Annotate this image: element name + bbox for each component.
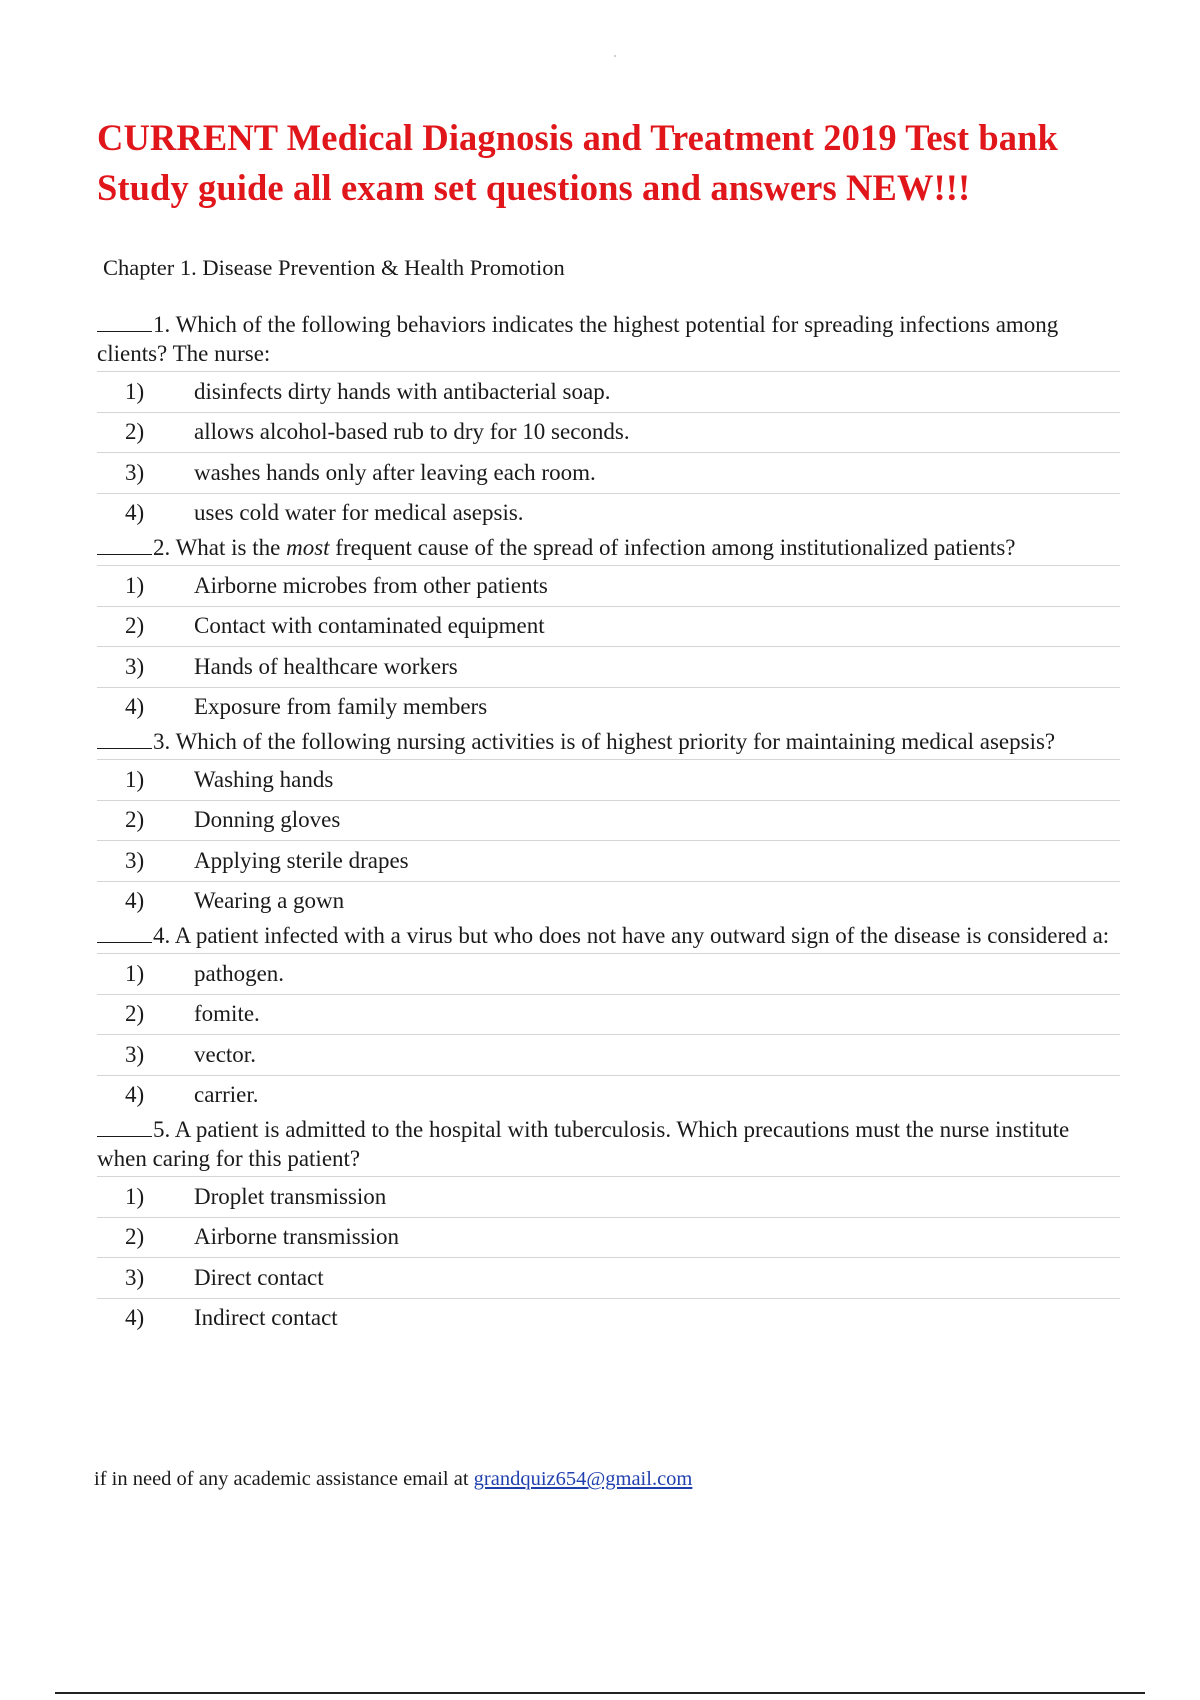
question-text: 5. A patient is admitted to the hospital with tuberculosis. Which precautions must the nurse institute when caring for this patient?: [97, 1117, 1070, 1171]
option-text: Direct contact: [194, 1264, 324, 1290]
answer-option[interactable]: [97, 1034, 1120, 1075]
title-line-1: CURRENT Medical Diagnosis and Treatment 2019 Test bank: [97, 117, 1058, 158]
answer-option[interactable]: [97, 1257, 1120, 1298]
option-text: Contact with contaminated equipment: [194, 613, 545, 639]
question-stem: [97, 727, 1120, 759]
option-text: Applying sterile drapes: [194, 847, 409, 873]
option-number: 4): [125, 1305, 145, 1331]
option-text: disinfects dirty hands with antibacterial soap.: [194, 378, 611, 404]
question-stem: [97, 1115, 1120, 1176]
answer-option[interactable]: [97, 840, 1120, 881]
question-1: [97, 310, 1120, 533]
question-emphasis: most: [286, 535, 330, 560]
question-4: [97, 921, 1120, 1115]
option-number: 2): [125, 807, 145, 833]
answer-option[interactable]: [97, 1075, 1120, 1116]
page-divider: [55, 1692, 1145, 1694]
option-text: washes hands only after leaving each room.: [194, 459, 596, 485]
option-number: 3): [125, 459, 145, 485]
option-text: carrier.: [194, 1082, 259, 1108]
question-stem: [97, 921, 1120, 953]
chapter-heading: Chapter 1. Disease Prevention & Health Promotion: [103, 255, 565, 280]
answer-option[interactable]: [97, 994, 1120, 1035]
option-number: 4): [125, 888, 145, 914]
option-text: Donning gloves: [194, 807, 341, 833]
option-number: 2): [125, 1224, 145, 1250]
option-number: 2): [125, 419, 145, 445]
question-text: 3. Which of the following nursing activities is of highest priority for maintaining medical asepsis?: [153, 729, 1056, 754]
answer-option[interactable]: [97, 800, 1120, 841]
answer-option[interactable]: [97, 493, 1120, 534]
option-number: 1): [125, 378, 145, 404]
option-text: Droplet transmission: [194, 1183, 387, 1209]
option-number: 2): [125, 613, 145, 639]
option-text: Washing hands: [194, 766, 334, 792]
answer-blank[interactable]: [97, 1118, 152, 1137]
option-number: 2): [125, 1001, 145, 1027]
option-text: pathogen.: [194, 960, 285, 986]
option-text: Hands of healthcare workers: [194, 653, 458, 679]
option-text: Exposure from family members: [194, 694, 488, 720]
option-number: 1): [125, 1183, 145, 1209]
option-text: Airborne microbes from other patients: [194, 572, 548, 598]
option-text: Airborne transmission: [194, 1224, 400, 1250]
option-text: allows alcohol-based rub to dry for 10 seconds.: [194, 419, 630, 445]
email-link[interactable]: grandquiz654@gmail.com: [473, 1468, 693, 1490]
question-text: 2. What is the: [153, 535, 287, 560]
footer-note: [94, 1464, 692, 1494]
option-text: Indirect contact: [194, 1305, 338, 1331]
question-stem: [97, 533, 1120, 565]
footer-text: if in need of any academic assistance email at: [94, 1468, 474, 1490]
title-line-2: Study guide all exam set questions and answers NEW!!!: [97, 167, 971, 208]
answer-option[interactable]: [97, 452, 1120, 493]
option-text: uses cold water for medical asepsis.: [194, 500, 524, 526]
answer-option[interactable]: [97, 646, 1120, 687]
question-text: 4. A patient infected with a virus but who does not have any outward sign of the disease is considered a:: [153, 923, 1110, 948]
answer-blank[interactable]: [97, 313, 152, 332]
answer-option[interactable]: [97, 1217, 1120, 1258]
answer-option[interactable]: [97, 412, 1120, 453]
answer-option[interactable]: [97, 1298, 1120, 1339]
option-number: 3): [125, 1264, 145, 1290]
option-number: 4): [125, 694, 145, 720]
option-number: 1): [125, 960, 145, 986]
answer-option[interactable]: [97, 687, 1120, 728]
question-stem: [97, 310, 1120, 371]
document-title: [97, 113, 1197, 213]
answer-option[interactable]: [97, 606, 1120, 647]
option-text: vector.: [194, 1041, 256, 1067]
option-number: 3): [125, 653, 145, 679]
answer-option[interactable]: [97, 565, 1120, 606]
scan-dot: [614, 55, 616, 57]
question-2: [97, 533, 1120, 727]
question-text: 1. Which of the following behaviors indicates the highest potential for spreading infections among clients? The nurse:: [97, 312, 1059, 366]
answer-option[interactable]: [97, 371, 1120, 412]
answer-option[interactable]: [97, 1176, 1120, 1217]
option-text: Wearing a gown: [194, 888, 345, 914]
option-text: fomite.: [194, 1001, 260, 1027]
option-number: 1): [125, 766, 145, 792]
option-number: 4): [125, 1082, 145, 1108]
question-3: [97, 727, 1120, 921]
answer-option[interactable]: [97, 881, 1120, 922]
answer-blank[interactable]: [97, 730, 152, 749]
answer-blank[interactable]: [97, 924, 152, 943]
option-number: 1): [125, 572, 145, 598]
option-number: 4): [125, 500, 145, 526]
answer-option[interactable]: [97, 759, 1120, 800]
question-list: [97, 310, 1120, 1338]
option-number: 3): [125, 1041, 145, 1067]
question-5: [97, 1115, 1120, 1338]
answer-blank[interactable]: [97, 536, 152, 555]
option-number: 3): [125, 847, 145, 873]
question-text-cont: frequent cause of the spread of infection among institutionalized patients?: [329, 535, 1016, 560]
answer-option[interactable]: [97, 953, 1120, 994]
